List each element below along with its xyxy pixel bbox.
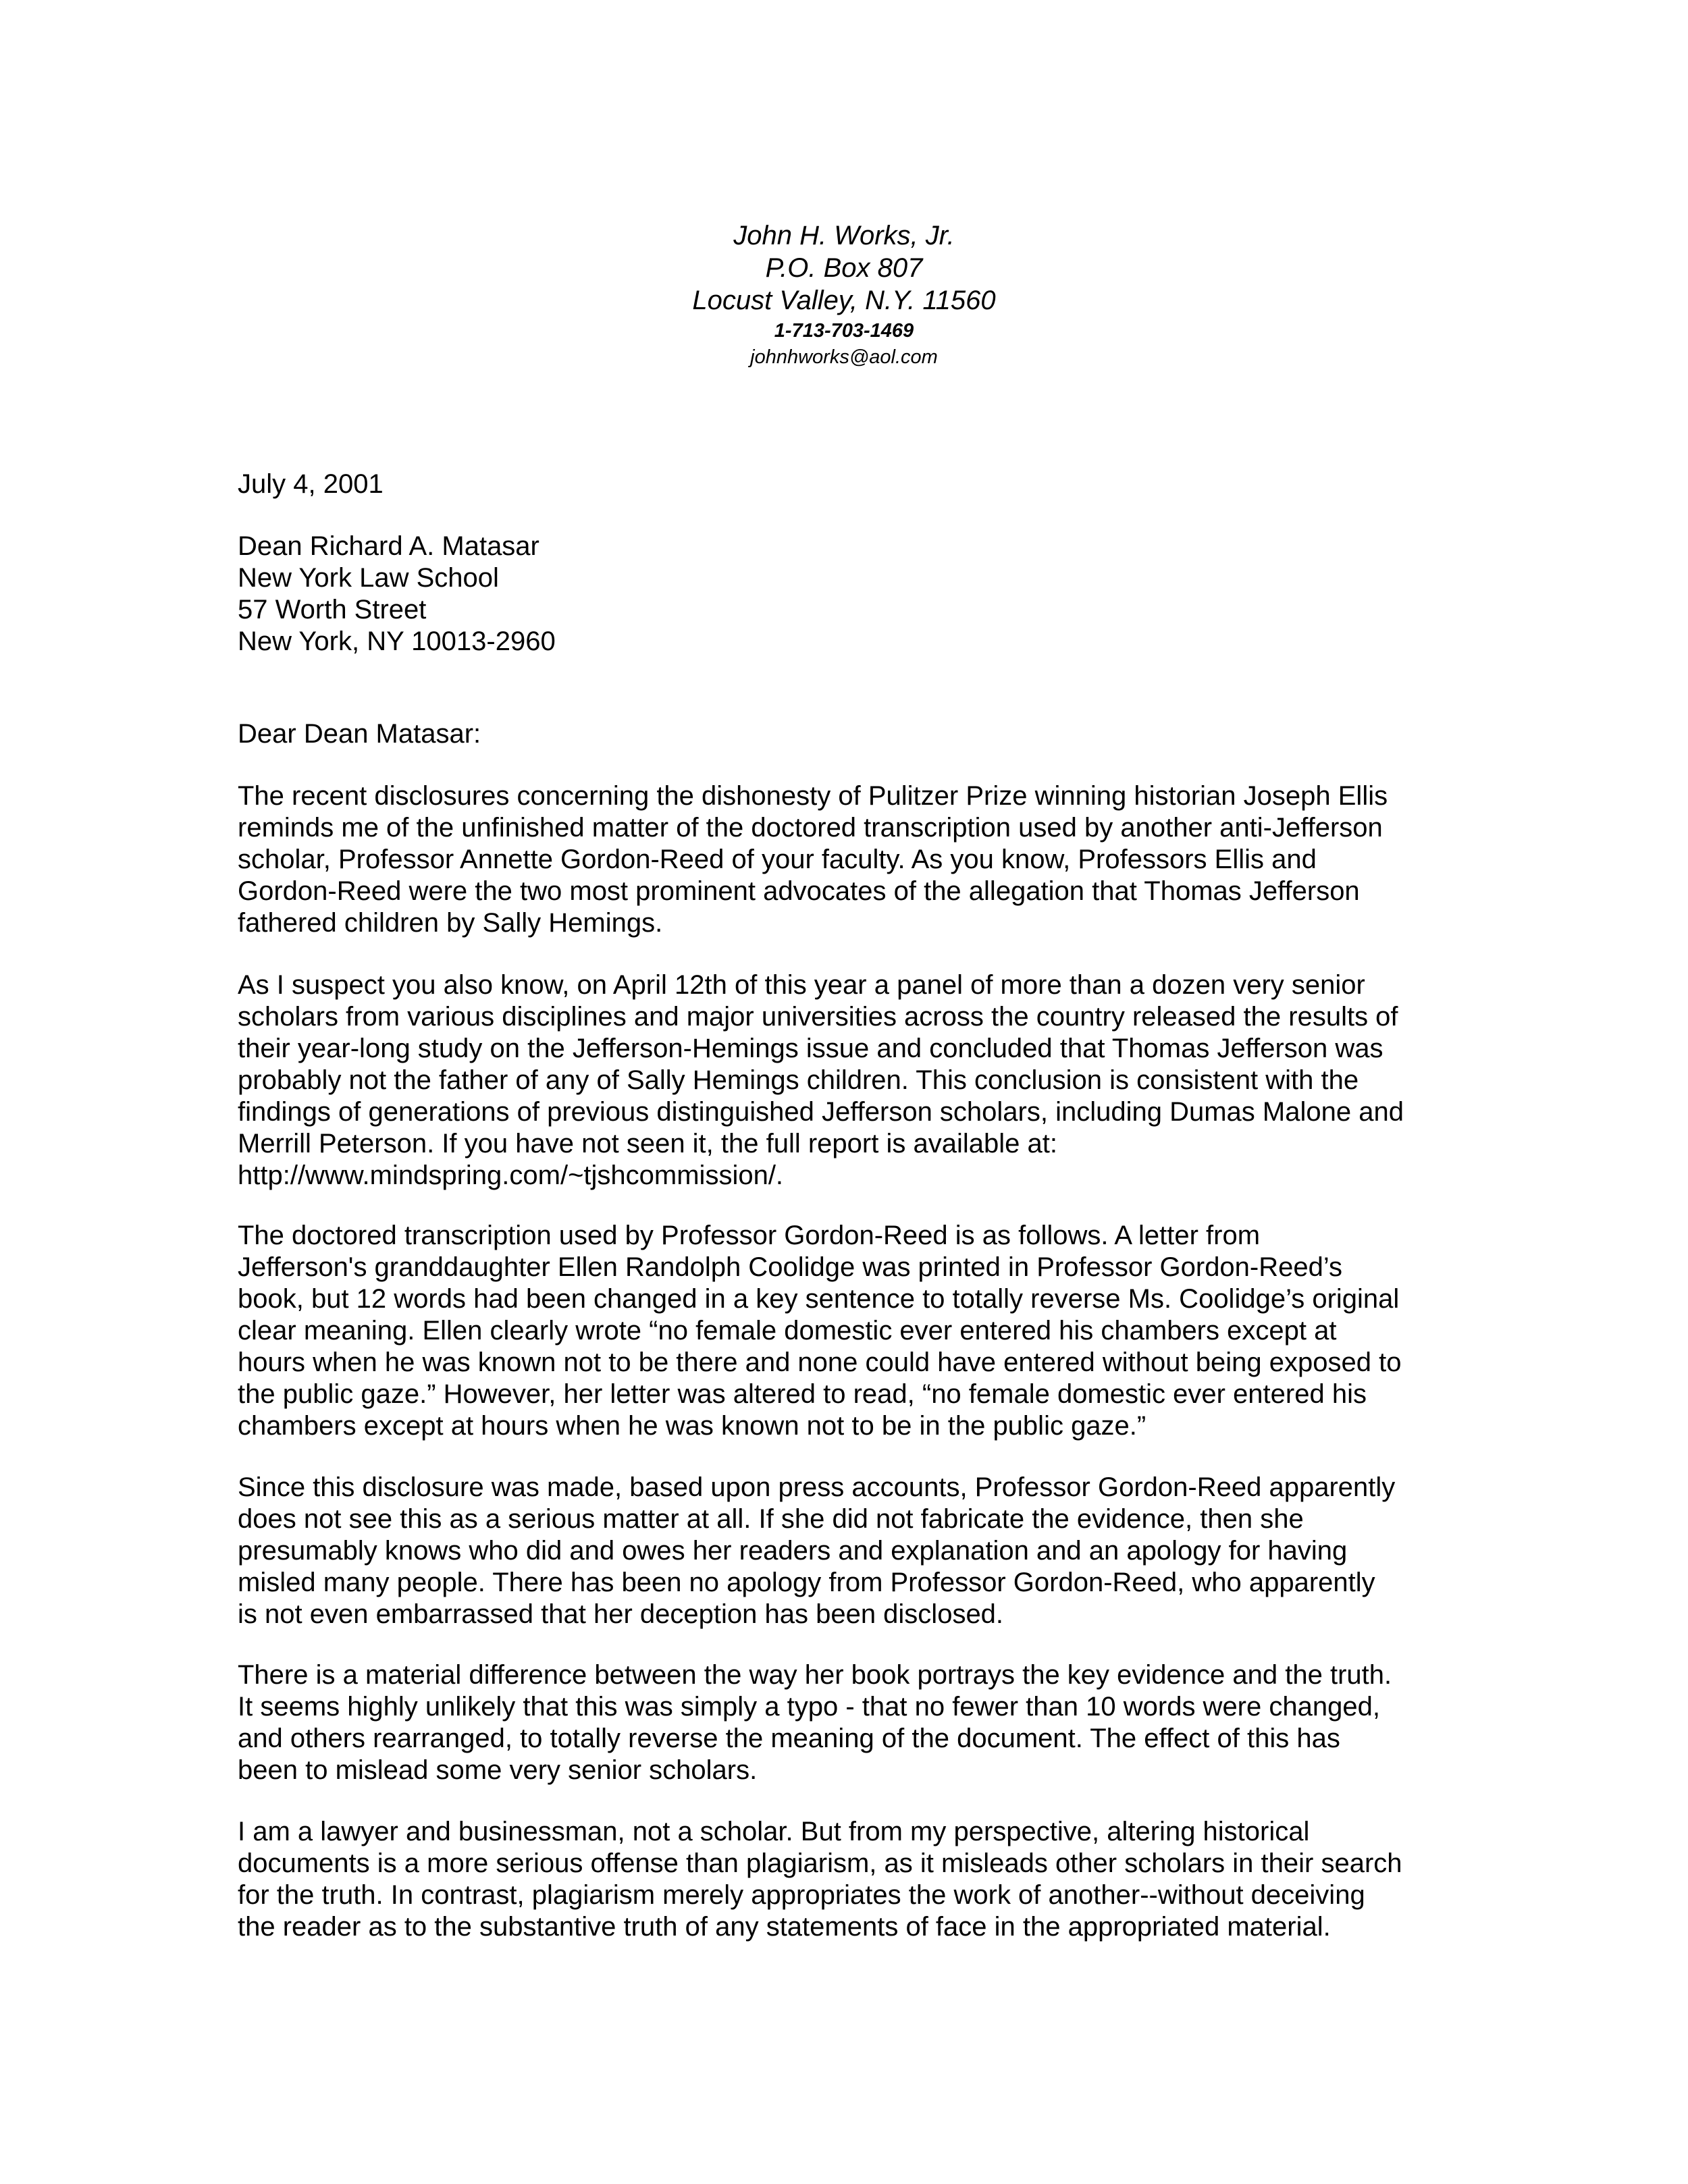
paragraph-line: hours when he was known not to be there and none could have entered without being exposed to xyxy=(238,1348,1402,1377)
paragraph-line: chambers except at hours when he was known not to be in the public gaze.” xyxy=(238,1411,1146,1441)
paragraph-line: Jefferson's granddaughter Ellen Randolph Coolidge was printed in Professor Gordon-Reed’s xyxy=(238,1252,1343,1282)
sender-po-box: P.O. Box 807 xyxy=(765,253,923,283)
paragraph-6 xyxy=(238,1816,1473,1943)
paragraph-line: been to mislead some very senior scholars. xyxy=(238,1755,758,1785)
paragraph-line: Since this disclosure was made, based upon press accounts, Professor Gordon-Reed apparently xyxy=(238,1472,1396,1502)
sender-name: John H. Works, Jr. xyxy=(733,221,955,250)
paragraph-line: Merrill Peterson. If you have not seen it, the full report is available at: xyxy=(238,1129,1057,1158)
sender-phone: 1-713-703-1469 xyxy=(774,320,914,342)
paragraph-4 xyxy=(238,1472,1473,1630)
paragraph-line: presumably knows who did and owes her readers and explanation and an apology for having xyxy=(238,1536,1348,1566)
letterhead xyxy=(0,219,1688,369)
paragraph-line: for the truth. In contrast, plagiarism merely appropriates the work of another--without deceiving xyxy=(238,1880,1365,1910)
paragraph-line: probably not the father of any of Sally Hemings children. This conclusion is consistent with the xyxy=(238,1065,1359,1095)
paragraph-line: clear meaning. Ellen clearly wrote “no female domestic ever entered his chambers except at xyxy=(238,1316,1337,1346)
report-url: http://www.mindspring.com/~tjshcommission/. xyxy=(238,1161,784,1190)
paragraph-line: Gordon-Reed were the two most prominent advocates of the allegation that Thomas Jefferson xyxy=(238,876,1360,906)
paragraph-5 xyxy=(238,1659,1473,1786)
paragraph-line: is not even embarrassed that her deception has been disclosed. xyxy=(238,1599,1004,1629)
paragraph-line: documents is a more serious offense than plagiarism, as it misleads other scholars in their search xyxy=(238,1848,1402,1878)
paragraph-line: As I suspect you also know, on April 12th of this year a panel of more than a dozen very senior xyxy=(238,970,1365,1000)
paragraph-line: There is a material difference between the way her book portrays the key evidence and the truth. xyxy=(238,1660,1392,1690)
paragraph-line: reminds me of the unfinished matter of the doctored transcription used by another anti-Jefferson xyxy=(238,813,1383,843)
recipient-city: New York, NY 10013-2960 xyxy=(238,627,556,656)
recipient-org: New York Law School xyxy=(238,563,499,593)
sender-email: johnhworks@aol.com xyxy=(750,346,938,368)
paragraph-line: misled many people. There has been no apology from Professor Gordon-Reed, who apparently xyxy=(238,1568,1375,1597)
salutation: Dear Dean Matasar: xyxy=(238,719,481,749)
paragraph-line: the public gaze.” However, her letter was altered to read, “no female domestic ever entered his xyxy=(238,1379,1367,1409)
paragraph-line: scholar, Professor Annette Gordon-Reed of your faculty. As you know, Professors Ellis and xyxy=(238,845,1317,874)
recipient-name: Dean Richard A. Matasar xyxy=(238,531,539,561)
paragraph-line: their year-long study on the Jefferson-Hemings issue and concluded that Thomas Jefferson was xyxy=(238,1034,1383,1063)
paragraph-3 xyxy=(238,1220,1473,1442)
paragraph-line: book, but 12 words had been changed in a key sentence to totally reverse Ms. Coolidge’s original xyxy=(238,1284,1400,1314)
paragraph-line: It seems highly unlikely that this was simply a typo - that no fewer than 10 words were changed, xyxy=(238,1692,1380,1722)
paragraph-2 xyxy=(238,969,1473,1192)
paragraph-line: and others rearranged, to totally reverse the meaning of the document. The effect of this has xyxy=(238,1724,1340,1753)
paragraph-line: I am a lawyer and businessman, not a scholar. But from my perspective, altering historical xyxy=(238,1817,1310,1846)
paragraph-line: does not see this as a serious matter at all. If she did not fabricate the evidence, then she xyxy=(238,1504,1304,1534)
paragraph-line: scholars from various disciplines and major universities across the country released the results of xyxy=(238,1002,1398,1032)
letter-date: July 4, 2001 xyxy=(238,469,384,499)
paragraph-line: The recent disclosures concerning the dishonesty of Pulitzer Prize winning historian Joseph Ellis xyxy=(238,781,1388,811)
sender-city: Locust Valley, N.Y. 11560 xyxy=(692,286,996,315)
recipient-street: 57 Worth Street xyxy=(238,595,427,624)
paragraph-1 xyxy=(238,780,1473,939)
recipient-address xyxy=(238,531,1453,658)
paragraph-line: The doctored transcription used by Professor Gordon-Reed is as follows. A letter from xyxy=(238,1221,1261,1250)
paragraph-line: the reader as to the substantive truth of any statements of face in the appropriated material. xyxy=(238,1912,1331,1942)
paragraph-line: fathered children by Sally Hemings. xyxy=(238,908,663,938)
paragraph-line: findings of generations of previous distinguished Jefferson scholars, including Dumas Malone and xyxy=(238,1097,1404,1127)
